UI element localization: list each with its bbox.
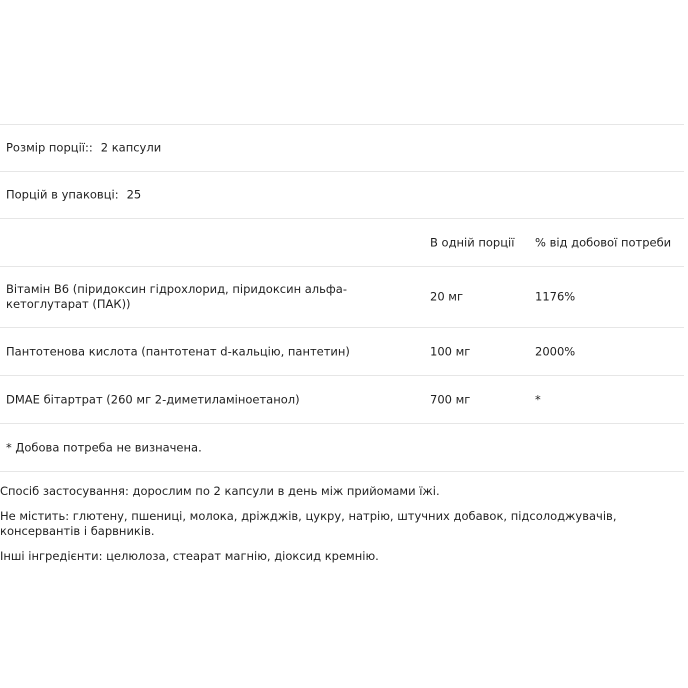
serving-size-label: Розмір порції::: [6, 140, 93, 155]
ingredient-amount: 20 мг: [430, 289, 464, 304]
table-row: [0, 376, 684, 424]
daily-value-note: * Добова потреба не визначена.: [6, 440, 202, 454]
ingredient-name: Вітамін B6 (піридоксин гідрохлорид, піридоксин альфа-кетоглутарат (ПАК)): [6, 282, 347, 311]
serving-size-value: 2 капсули: [100, 140, 162, 155]
table-row: [0, 267, 684, 328]
servings-per-container-row: [0, 172, 684, 219]
ingredient-daily-value: 1176%: [535, 289, 576, 304]
ingredient-amount: 700 мг: [430, 392, 471, 406]
table-row: [0, 328, 684, 376]
free-of-text: Не містить: глютену, пшениці, молока, дріжджів, цукру, натрію, штучних добавок, підсолоджувачів, консервантів і барвників.: [0, 509, 617, 538]
serving-size-row: [0, 125, 684, 172]
servings-per-container-value: 25: [126, 187, 142, 202]
supplement-facts-table: [0, 124, 684, 472]
servings-per-container-label: Порцій в упаковці:: [6, 187, 119, 202]
ingredient-name: Пантотенова кислота (пантотенат d-кальцію, пантетин): [6, 344, 350, 358]
product-info: [0, 484, 684, 574]
servings-per-container: [6, 188, 406, 203]
ingredient-name: DMAE бітартрат (260 мг 2-диметиламіноетанол): [6, 392, 300, 406]
header-amount-per-serving: В одній порції: [430, 235, 515, 249]
ingredient-daily-value: 2000%: [535, 344, 576, 358]
other-ingredients-text: Інші інгредієнти: целюлоза, стеарат магнію, діоксид кремнію.: [0, 549, 379, 563]
usage-text: Спосіб застосування: дорослим по 2 капсули в день між прийомами їжі.: [0, 484, 440, 498]
ingredient-amount: 100 мг: [430, 344, 471, 358]
header-daily-value: % від добової потреби: [535, 235, 672, 249]
table-header-row: [0, 219, 684, 267]
ingredient-daily-value: *: [535, 392, 541, 406]
serving-size: [6, 141, 406, 156]
daily-value-note-row: [0, 424, 684, 472]
